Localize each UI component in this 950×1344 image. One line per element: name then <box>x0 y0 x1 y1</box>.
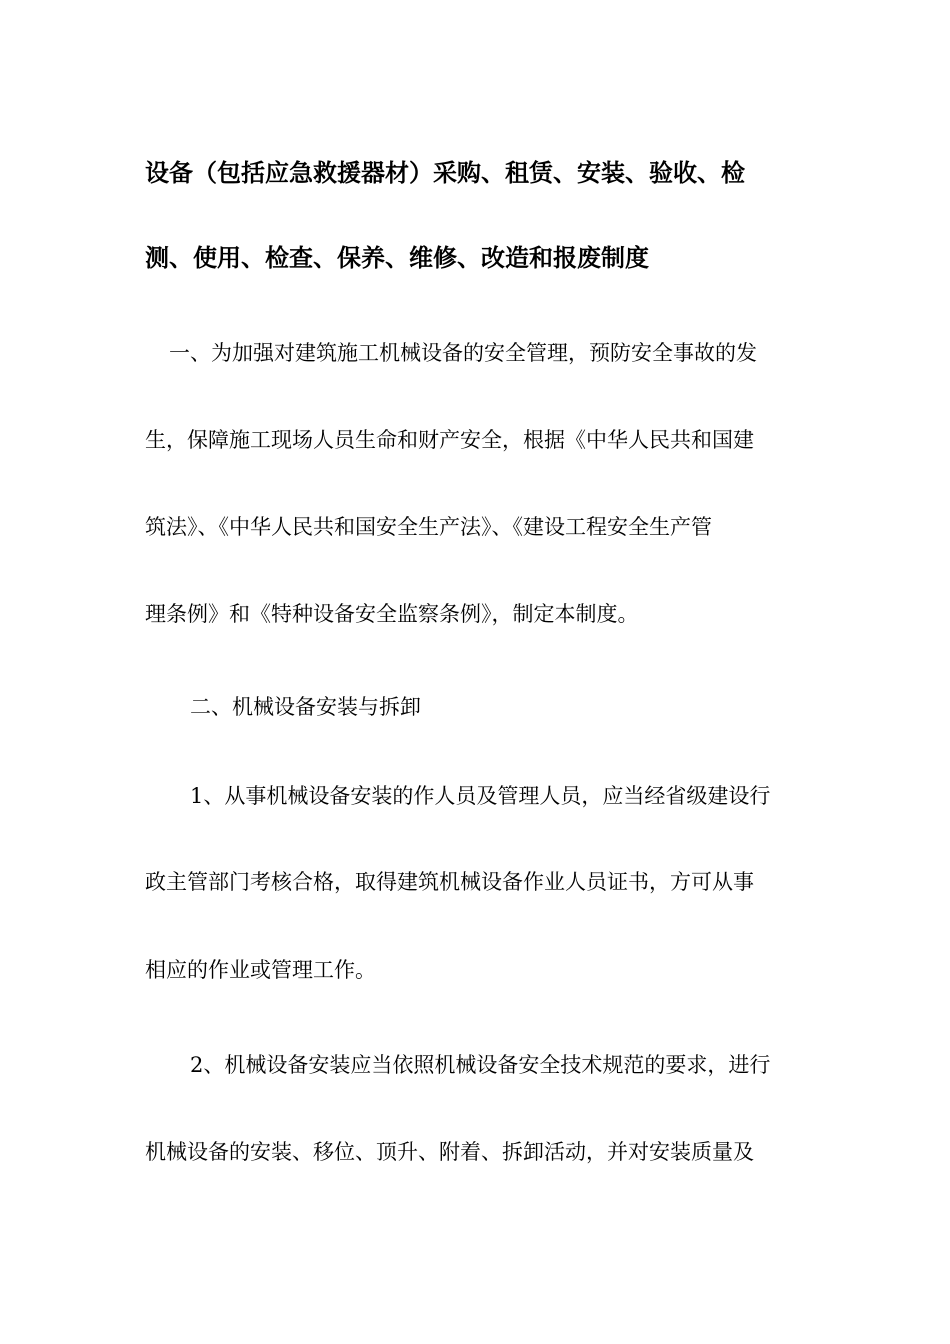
paragraph-line: 机械设备的安装、移位、顶升、附着、拆卸活动，并对安装质量及 <box>145 1140 754 1164</box>
document-title-line-2: 测、使用、检查、保养、维修、改造和报废制度 <box>145 244 649 272</box>
section-heading: 二、机械设备安装与拆卸 <box>190 695 421 719</box>
paragraph-line: 2、机械设备安装应当依照机械设备安全技术规范的要求，进行 <box>190 1053 771 1077</box>
paragraph-line: 1、从事机械设备安装的作人员及管理人员，应当经省级建设行 <box>190 784 771 808</box>
document-title-line-1: 设备（包括应急救援器材）采购、租赁、安装、验收、检 <box>145 159 745 187</box>
paragraph-line: 生，保障施工现场人员生命和财产安全，根据《中华人民共和国建 <box>145 428 754 452</box>
paragraph-line: 相应的作业或管理工作。 <box>145 958 376 982</box>
paragraph-line: 政主管部门考核合格，取得建筑机械设备作业人员证书，方可从事 <box>145 870 754 894</box>
paragraph-line: 理条例》和《特种设备安全监察条例》，制定本制度。 <box>145 602 639 626</box>
paragraph-line: 一、为加强对建筑施工机械设备的安全管理，预防安全事故的发 <box>169 341 757 365</box>
paragraph-line: 筑法》、《中华人民共和国安全生产法》、《建设工程安全生产管 <box>145 515 712 539</box>
